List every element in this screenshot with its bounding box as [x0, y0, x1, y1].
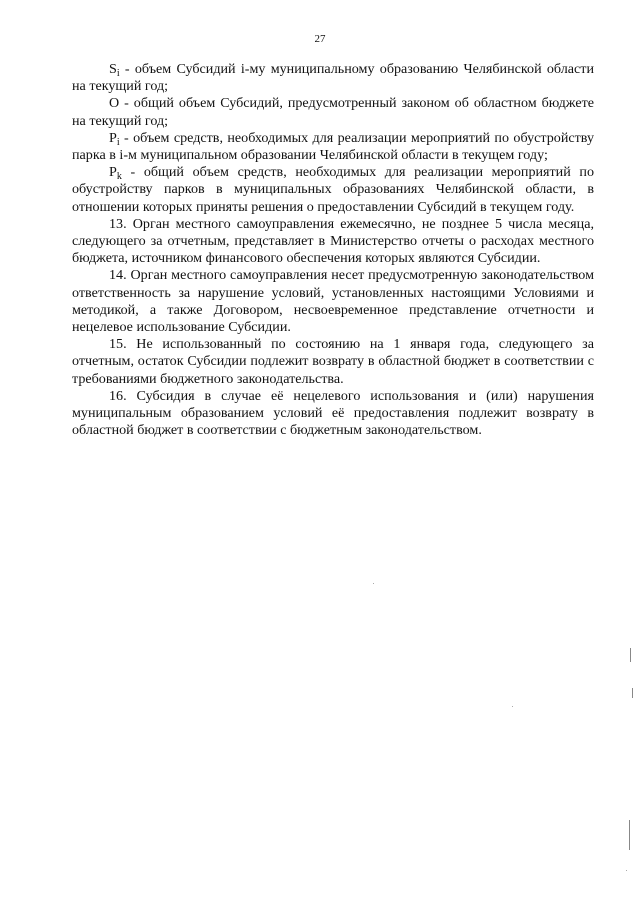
scan-speck — [373, 583, 374, 584]
clause-14: 14. Орган местного самоуправления несет предусмотренную законодательством ответственность за нарушение условий, установленных настоящими Условиями и методикой, а также Договором, несвоевременное представление отчетности и нецелевое использование Субсидии. — [72, 267, 594, 336]
definition-text: - объем средств, необходимых для реализации мероприятий по обустройству парка в i-м муниципальном образовании Челябинской области в текущем году; — [72, 129, 594, 164]
symbol: S — [109, 61, 117, 77]
scan-artifact — [630, 648, 631, 662]
definition-text: - общий объем Субсидий, предусмотренный законом об областном бюджете на текущий год; — [72, 95, 594, 129]
definition-p-i — [72, 130, 594, 164]
symbol: О — [109, 95, 120, 112]
scan-artifact — [629, 820, 630, 850]
definition-s-i — [72, 61, 594, 95]
scan-speck — [512, 706, 513, 707]
symbol-subscript: k — [116, 171, 122, 183]
definition-o — [72, 95, 594, 129]
definition-p-k — [72, 164, 594, 216]
clause-16: 16. Субсидия в случае её нецелевого использования и (или) нарушения муниципальным образованием условий её предоставления подлежит возврату в областной бюджет в соответствии с бюджетным законодательством. — [72, 387, 594, 439]
scan-artifact — [632, 688, 633, 698]
symbol-subscript: i — [116, 68, 120, 79]
page-number: 27 — [314, 33, 326, 45]
definition-text: - общий объем средств, необходимых для реализации мероприятий по обустройству парков в муниципальных образованиях Челябинской области, в отношении которых приняты решения о предоставлении Субсидий в текущем году. — [72, 164, 594, 215]
document-body — [72, 61, 594, 439]
scan-speck — [626, 870, 627, 871]
clause-13: 13. Орган местного самоуправления ежемесячно, не позднее 5 числа месяца, следующего за отчетным, представляет в Министерство отчеты о расходах местного бюджета, источником финансового обеспечения которых являются Субсидии. — [72, 215, 594, 267]
symbol: P — [109, 164, 117, 181]
symbol-subscript: i — [116, 136, 120, 148]
symbol: P — [109, 129, 117, 146]
clause-15: 15. Не использованный по состоянию на 1 января года, следующего за отчетным, остаток Субсидии подлежит возврату в областной бюджет в соответствии с требованиями бюджетного законодательства. — [72, 336, 594, 387]
definition-text: - объем Субсидий i-му муниципальному образованию Челябинской области на текущий год; — [72, 61, 594, 95]
